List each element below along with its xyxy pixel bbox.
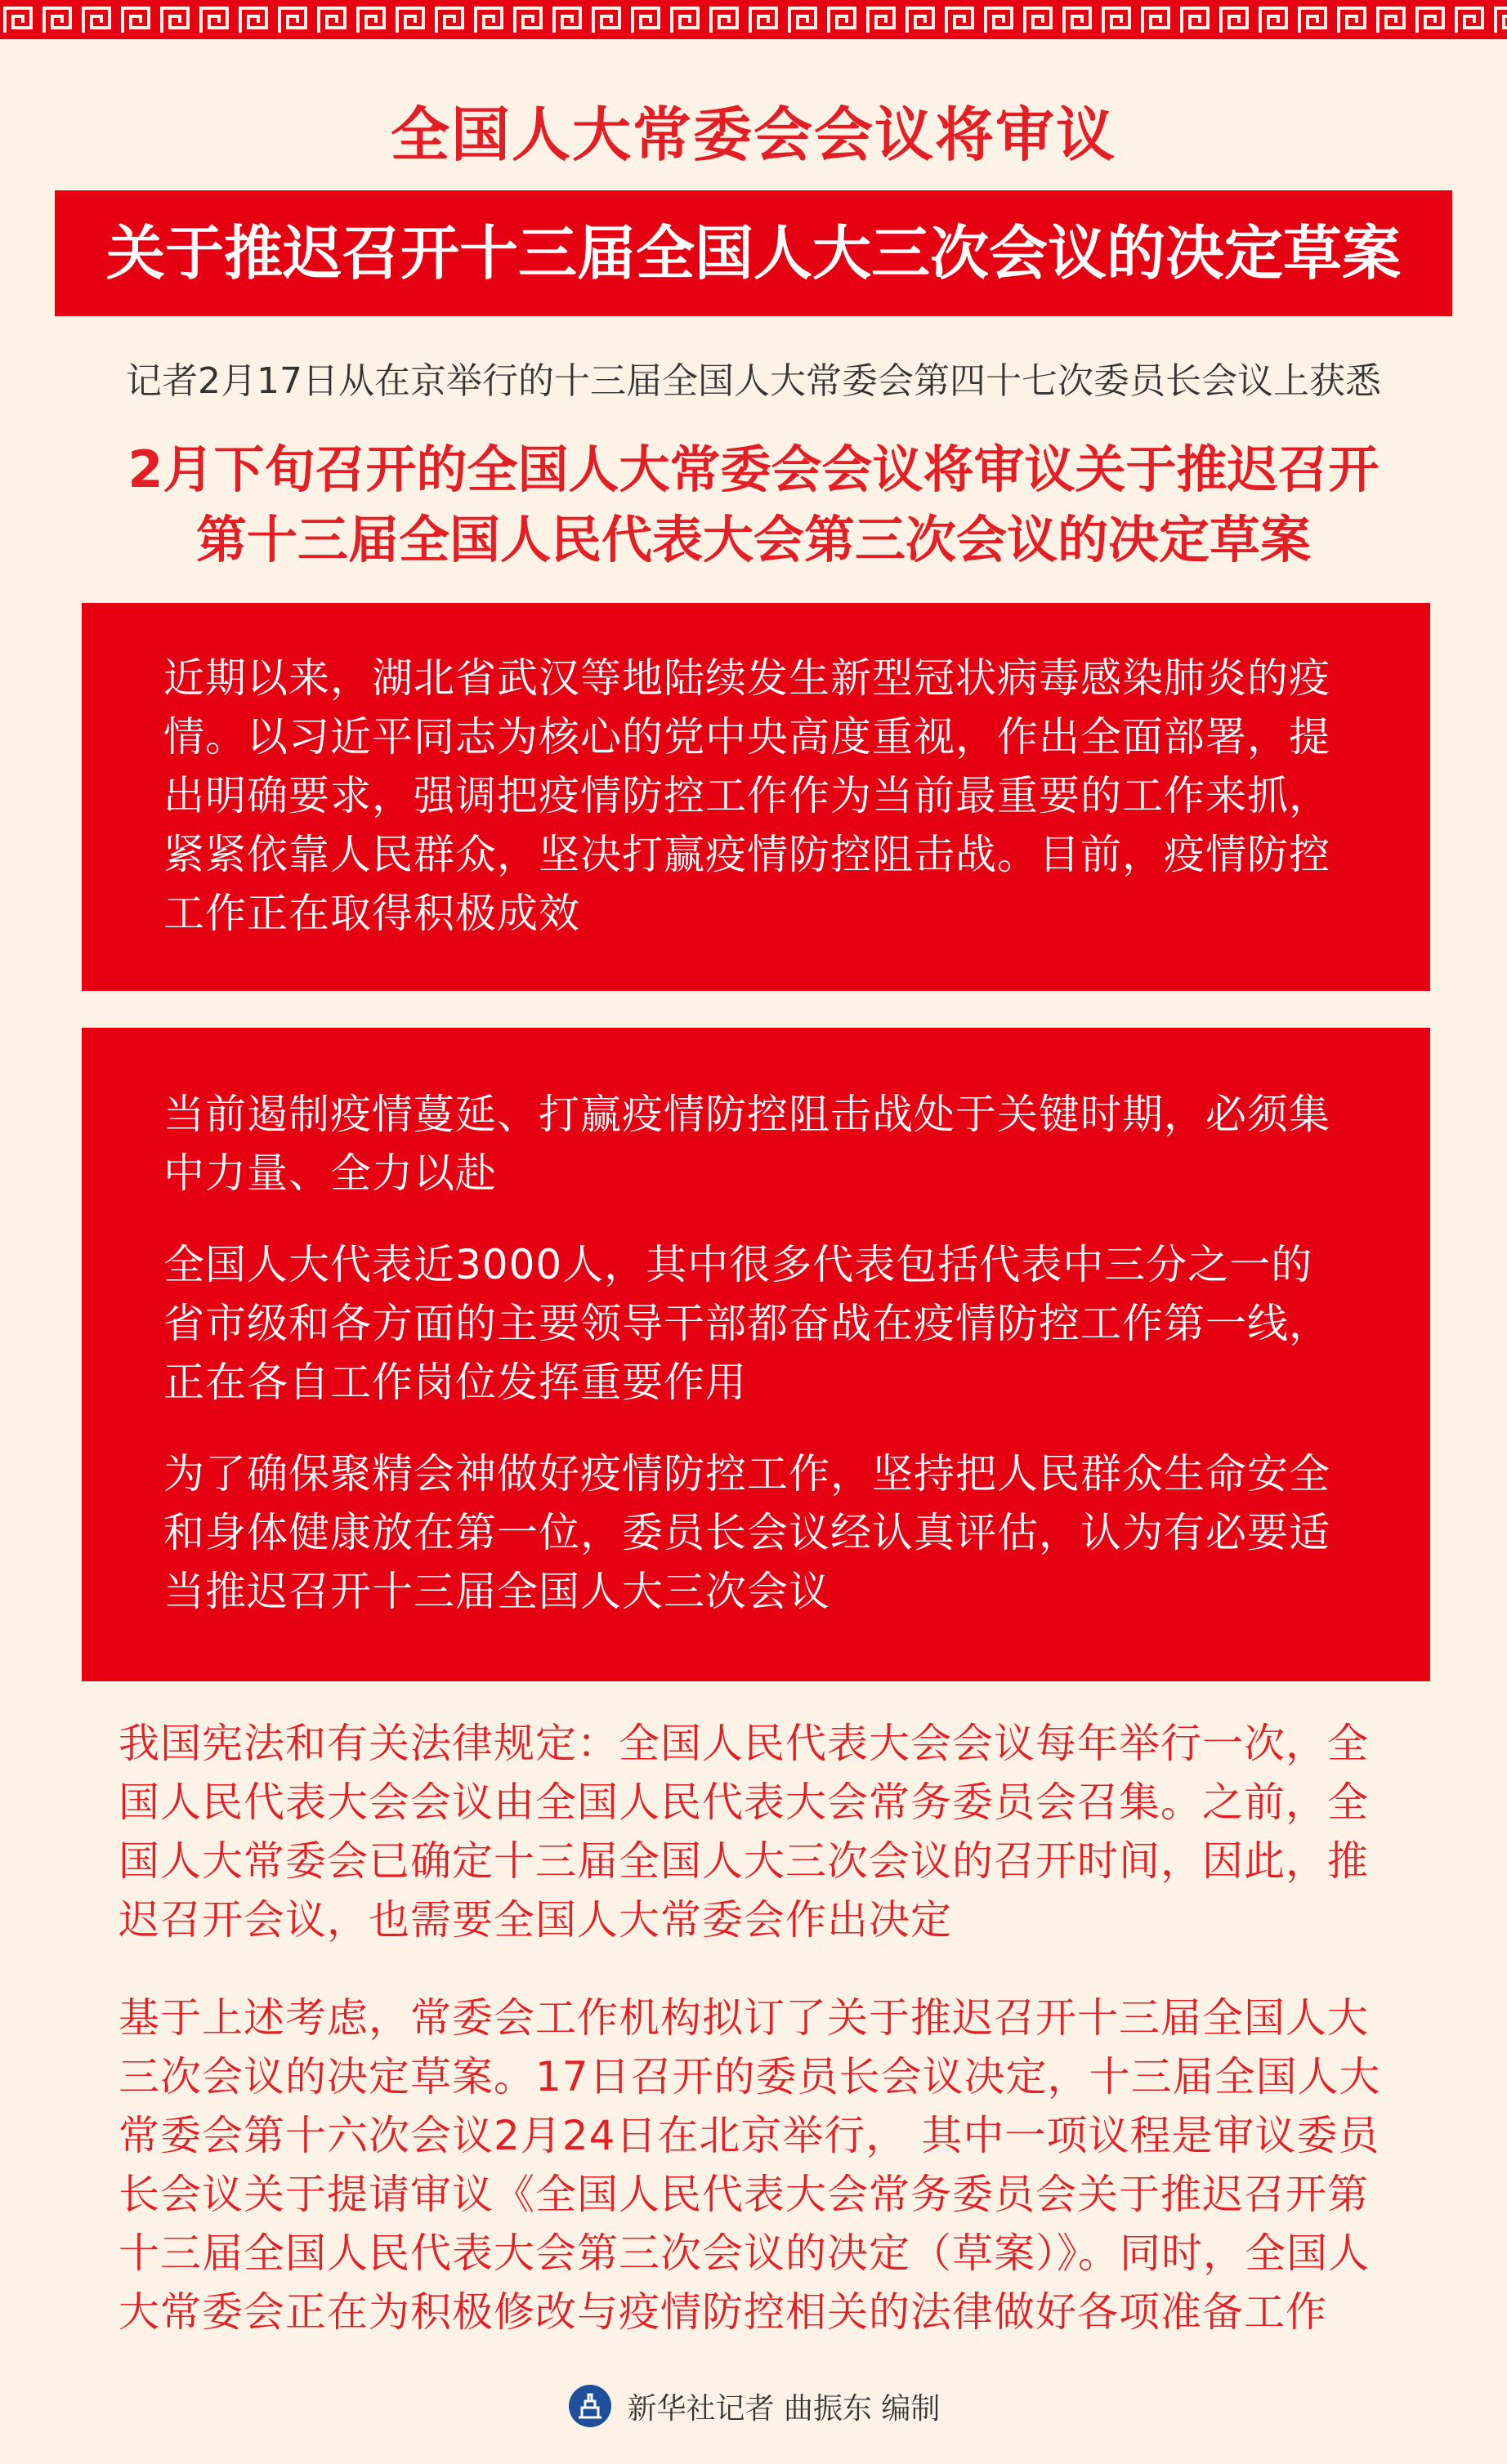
box2-paragraph-2: 全国人大代表近3000人，其中很多代表包括代表中三分之一的省市级和各方面的主要领导干部都奋战在疫情防控工作第一线，正在各自工作岗位发挥重要作用: [163, 1241, 1330, 1406]
xinhua-logo-icon: [567, 2383, 613, 2429]
red-box-reasons: [82, 1028, 1430, 1681]
intro-line: 记者2月17日从在京举行的十三届全国人大常委会第四十七次委员长会议上获悉: [126, 360, 1381, 402]
legal-basis-section: [119, 1714, 1402, 1949]
footer-credit: [0, 2377, 1507, 2435]
box1-paragraph: 近期以来，湖北省武汉等地陆续发生新型冠状病毒感染肺炎的疫情。以习近平同志为核心的党中央高度重视，作出全面部署，提出明确要求，强调把疫情防控工作作为当前最重要的工作来抓，紧紧依靠人民群众，坚决打赢疫情防控阻击战。目前，疫情防控工作正在取得积极成效: [163, 654, 1330, 937]
subheading-line-1: 2月下旬召开的全国人大常委会会议将审议关于推迟召开: [127, 440, 1380, 499]
red-box-epidemic: [82, 603, 1430, 991]
legal-basis-paragraph: 我国宪法和有关法律规定：全国人民代表大会会议每年举行一次，全国人民代表大会会议由全国人民代表大会常务委员会召集。之前，全国人大常委会已确定十三届全国人大三次会议的召开时间，因此，推迟召开会议，也需要全国人大常委会作出决定: [119, 1720, 1369, 1944]
draft-decision-section: [119, 1989, 1402, 2341]
draft-decision-paragraph: 基于上述考虑，常委会工作机构拟订了关于推迟召开十三届全国人大三次会议的决定草案。17日召开的委员长会议决定，十三届全国人大常委会第十六次会议2月24日在北京举行， 其中一项议程是审议委员长会议关于提请审议《全国人民代表大会常务委员会关于推迟召开第十三届全国人民代表大会第三次会议的决定（草案）》。同时，全国人大常委会正在为积极修改与疫情防控相关的法律做好各项准备工作: [119, 1994, 1381, 2336]
subheading: [0, 435, 1507, 575]
subheading-line-2: 第十三届全国人民代表大会第三次会议的决定草案: [195, 510, 1311, 569]
page-headline: 全国人大常委会会议将审议: [390, 100, 1116, 169]
box2-paragraph-1: 当前遏制疫情蔓延、打赢疫情防控阻击战处于关键时期，必须集中力量、全力以赴: [163, 1091, 1330, 1197]
fret-border-decoration: [0, 0, 1507, 39]
footer-credit-text: 新华社记者 曲振东 编制: [627, 2391, 941, 2426]
box2-paragraph-3: 为了确保聚精会神做好疫情防控工作，坚持把人民群众生命安全和身体健康放在第一位，委员长会议经认真评估，认为有必要适当推迟召开十三届全国人大三次会议: [163, 1450, 1330, 1615]
title-banner: 关于推迟召开十三届全国人大三次会议的决定草案: [55, 190, 1452, 316]
